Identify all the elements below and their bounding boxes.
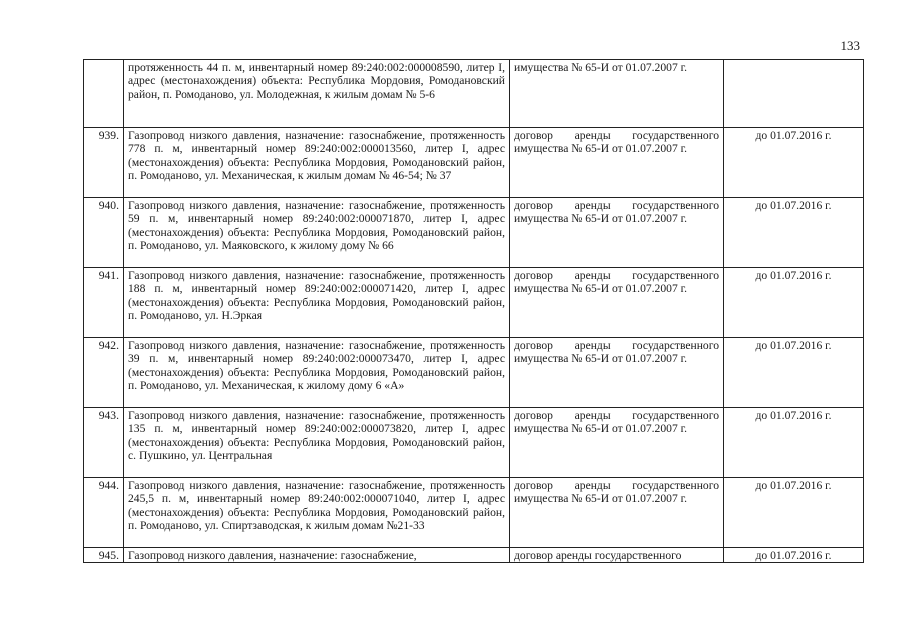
legal-basis: договор аренды государственного имущества № 65-И от 01.07.2007 г. — [510, 198, 724, 268]
legal-basis: договор аренды государственного имущества № 65-И от 01.07.2007 г. — [510, 408, 724, 478]
row-number: 944. — [84, 478, 124, 548]
table-row — [84, 268, 864, 338]
object-description: Газопровод низкого давления, назначение: газоснабжение, — [124, 548, 510, 563]
row-number: 945. — [84, 548, 124, 563]
legal-basis: договор аренды государственного — [510, 548, 724, 563]
lease-term: до 01.07.2016 г. — [724, 198, 864, 268]
legal-basis: имущества № 65-И от 01.07.2007 г. — [510, 60, 724, 128]
page-number: 133 — [840, 38, 860, 53]
row-number: 943. — [84, 408, 124, 478]
legal-basis: договор аренды государственного имущества № 65-И от 01.07.2007 г. — [510, 128, 724, 198]
table-row — [84, 128, 864, 198]
object-description: Газопровод низкого давления, назначение: газоснабжение, протяженность 245,5 п. м, инвентарный номер 89:240:002:000071040, литер I, адрес (местонахождения) объекта: Республика Мордовия, Ромодановский район, п. Ромоданово, ул. Спиртзаводская, к жилым домам №21-33 — [124, 478, 510, 548]
row-number: 939. — [84, 128, 124, 198]
table-row — [84, 478, 864, 548]
lease-term: до 01.07.2016 г. — [724, 128, 864, 198]
table-row — [84, 338, 864, 408]
table-row — [84, 60, 864, 128]
object-description: Газопровод низкого давления, назначение: газоснабжение, протяженность 39 п. м, инвентарный номер 89:240:002:000073470, литер I, адрес (местонахождения) объекта: Республика Мордовия, Ромодановский район, п. Ромоданово, ул. Механическая, к жилому дому 6 «А» — [124, 338, 510, 408]
legal-basis: договор аренды государственного имущества № 65-И от 01.07.2007 г. — [510, 478, 724, 548]
row-number: 942. — [84, 338, 124, 408]
lease-term: до 01.07.2016 г. — [724, 478, 864, 548]
property-registry-table — [83, 59, 864, 563]
row-number: 941. — [84, 268, 124, 338]
legal-basis: договор аренды государственного имущества № 65-И от 01.07.2007 г. — [510, 268, 724, 338]
lease-term: до 01.07.2016 г. — [724, 268, 864, 338]
lease-term: до 01.07.2016 г. — [724, 338, 864, 408]
table-row — [84, 198, 864, 268]
legal-basis: договор аренды государственного имущества № 65-И от 01.07.2007 г. — [510, 338, 724, 408]
lease-term — [724, 60, 864, 128]
table-row — [84, 548, 864, 563]
lease-term: до 01.07.2016 г. — [724, 408, 864, 478]
object-description: протяженность 44 п. м, инвентарный номер 89:240:002:000008590, литер I, адрес (местонахождения) объекта: Республика Мордовия, Ромодановский район, п. Ромоданово, ул. Молодежная, к жилым домам № 5-6 — [124, 60, 510, 128]
lease-term: до 01.07.2016 г. — [724, 548, 864, 563]
object-description: Газопровод низкого давления, назначение: газоснабжение, протяженность 188 п. м, инвентарный номер 89:240:002:000071420, литер I, адрес (местонахождения) объекта: Республика Мордовия, Ромодановский район, п. Ромоданово, ул. Н.Эркая — [124, 268, 510, 338]
table-row — [84, 408, 864, 478]
row-number: 940. — [84, 198, 124, 268]
row-number — [84, 60, 124, 128]
object-description: Газопровод низкого давления, назначение: газоснабжение, протяженность 59 п. м, инвентарный номер 89:240:002:000071870, литер I, адрес (местонахождения) объекта: Республика Мордовия, Ромодановский район, п. Ромоданово, ул. Маяковского, к жилому дому № 66 — [124, 198, 510, 268]
object-description: Газопровод низкого давления, назначение: газоснабжение, протяженность 778 п. м, инвентарный номер 89:240:002:000013560, литер I, адрес (местонахождения) объекта: Республика Мордовия, Ромодановский район, п. Ромоданово, ул. Механическая, к жилым домам № 46-54; № 37 — [124, 128, 510, 198]
object-description: Газопровод низкого давления, назначение: газоснабжение, протяженность 135 п. м, инвентарный номер 89:240:002:000073820, литер I, адрес (местонахождения) объекта: Республика Мордовия, Ромодановский район, с. Пушкино, ул. Центральная — [124, 408, 510, 478]
